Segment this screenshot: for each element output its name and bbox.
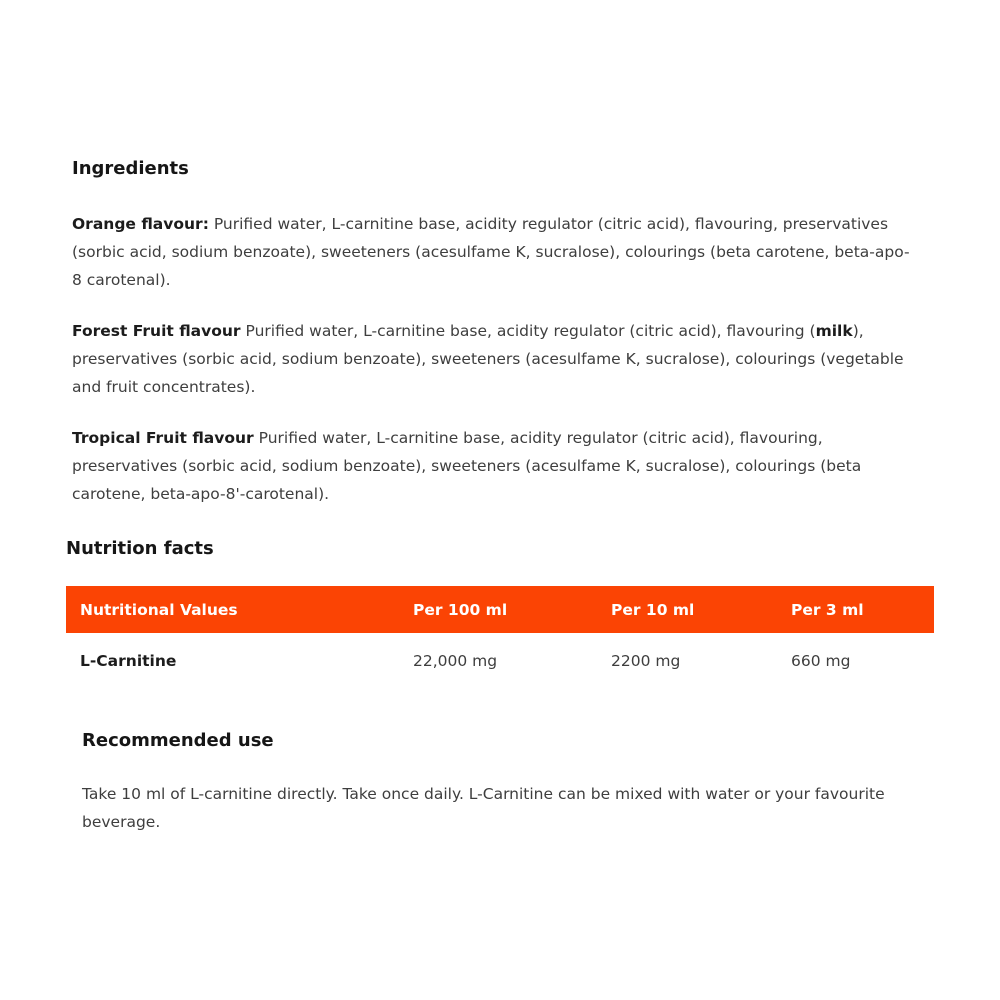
forest-fruit-body-before: Purified water, L-carnitine base, acidity regulator (citric acid), flavouring ( [240, 322, 816, 340]
nutrition-table [66, 586, 934, 687]
ingredients-heading: Ingredients [72, 158, 189, 179]
recommended-use-heading: Recommended use [82, 730, 274, 751]
nutrition-facts-heading: Nutrition facts [66, 538, 214, 559]
column-header-per-3ml: Per 3 ml [777, 586, 934, 633]
recommended-use-section [82, 730, 918, 836]
nutrition-table-header-row [66, 586, 934, 633]
tropical-fruit-body: Purified water, L-carnitine base, acidity regulator (citric acid), flavouring, preservatives (sorbic acid, sodium benzoate), sweeteners (acesulfame K, sucralose), colourings (beta carotene, beta-apo-8'-carotenal). [72, 429, 862, 503]
allergen-milk: milk [815, 322, 853, 340]
column-header-nutritional-values: Nutritional Values [66, 586, 399, 633]
orange-flavour-body: Purified water, L-carnitine base, acidity regulator (citric acid), flavouring, preservatives (sorbic acid, sodium benzoate), sweeteners (acesulfame K, sucralose), colourings (beta carotene, beta-apo-8 carotenal). [72, 215, 910, 289]
nutrient-value-per-3ml: 660 mg [791, 652, 851, 670]
column-header-per-100ml: Per 100 ml [399, 586, 597, 633]
nutrient-value-per-100ml: 22,000 mg [413, 652, 498, 670]
nutrition-facts-section [66, 538, 934, 687]
tropical-fruit-lead: Tropical Fruit flavour [72, 429, 254, 447]
orange-flavour-lead: Orange flavour: [72, 215, 209, 233]
column-header-per-10ml: Per 10 ml [597, 586, 777, 633]
forest-fruit-lead: Forest Fruit flavour [72, 322, 241, 340]
table-row [66, 633, 934, 687]
recommended-use-text: Take 10 ml of L-carnitine directly. Take once daily. L-Carnitine can be mixed with water or your favourite beverage. [82, 785, 885, 831]
nutrient-value-per-10ml: 2200 mg [611, 652, 681, 670]
nutrient-name: L-Carnitine [80, 652, 177, 670]
forest-fruit-body-after: ), preservatives (sorbic acid, sodium benzoate), sweeteners (acesulfame K, sucralose), colourings (vegetable and fruit concentrates). [72, 322, 904, 396]
ingredient-paragraph-tropical-fruit [72, 424, 918, 508]
ingredient-paragraph-orange [72, 210, 918, 294]
ingredients-section [72, 0, 918, 508]
ingredient-paragraph-forest-fruit [72, 317, 918, 401]
